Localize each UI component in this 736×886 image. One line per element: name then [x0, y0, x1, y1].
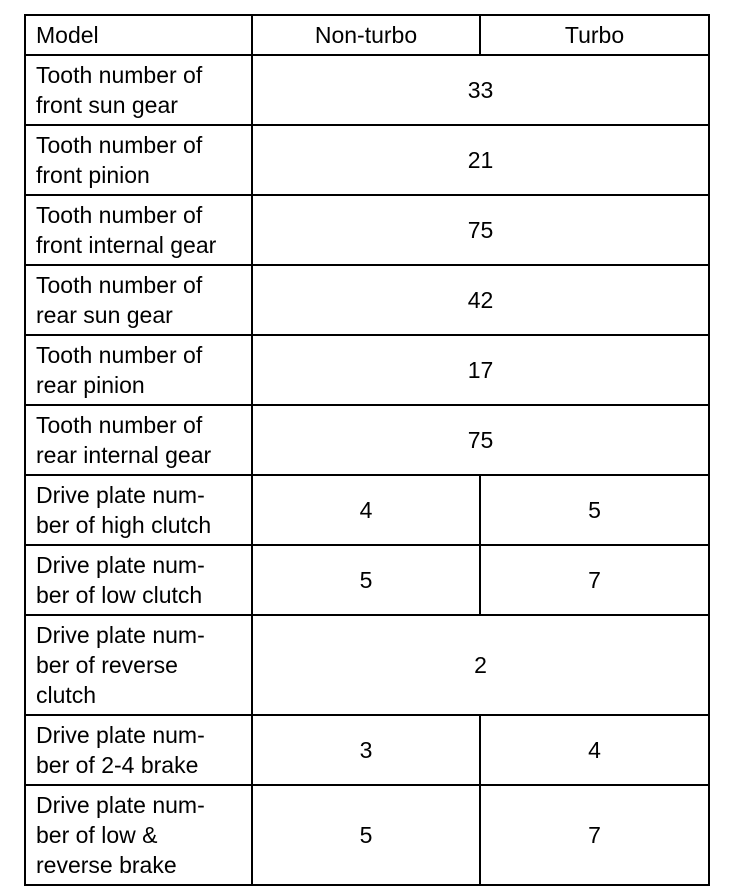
table-row — [25, 195, 709, 265]
row-label: Tooth number of rear pinion — [25, 335, 252, 405]
row-value-turbo: 5 — [480, 475, 709, 545]
row-value-non-turbo: 3 — [252, 715, 480, 785]
row-value: 75 — [252, 405, 709, 475]
row-value-turbo: 4 — [480, 715, 709, 785]
header-model: Model — [25, 15, 252, 55]
row-label: Drive plate num- ber of low clutch — [25, 545, 252, 615]
header-non-turbo: Non-turbo — [252, 15, 480, 55]
row-label: Tooth number of rear internal gear — [25, 405, 252, 475]
table-row — [25, 405, 709, 475]
row-value-non-turbo: 5 — [252, 545, 480, 615]
row-label: Tooth number of front internal gear — [25, 195, 252, 265]
table-row — [25, 125, 709, 195]
row-label: Tooth number of front sun gear — [25, 55, 252, 125]
row-label: Drive plate num- ber of 2-4 brake — [25, 715, 252, 785]
row-label: Drive plate num- ber of high clutch — [25, 475, 252, 545]
table-row — [25, 715, 709, 785]
header-turbo: Turbo — [480, 15, 709, 55]
row-value: 75 — [252, 195, 709, 265]
table-row — [25, 545, 709, 615]
table-row — [25, 265, 709, 335]
table-row — [25, 475, 709, 545]
spec-table — [24, 14, 710, 886]
row-value-turbo: 7 — [480, 785, 709, 885]
row-value: 17 — [252, 335, 709, 405]
table-row — [25, 335, 709, 405]
row-label: Drive plate num- ber of reverse clutch — [25, 615, 252, 715]
table-row — [25, 615, 709, 715]
row-value-non-turbo: 4 — [252, 475, 480, 545]
row-label: Tooth number of rear sun gear — [25, 265, 252, 335]
row-value: 2 — [252, 615, 709, 715]
table-row — [25, 785, 709, 885]
row-value: 33 — [252, 55, 709, 125]
row-value: 42 — [252, 265, 709, 335]
row-label: Drive plate num- ber of low & reverse brake — [25, 785, 252, 885]
table-row — [25, 55, 709, 125]
row-value: 21 — [252, 125, 709, 195]
row-value-turbo: 7 — [480, 545, 709, 615]
header-row — [25, 15, 709, 55]
row-label: Tooth number of front pinion — [25, 125, 252, 195]
row-value-non-turbo: 5 — [252, 785, 480, 885]
